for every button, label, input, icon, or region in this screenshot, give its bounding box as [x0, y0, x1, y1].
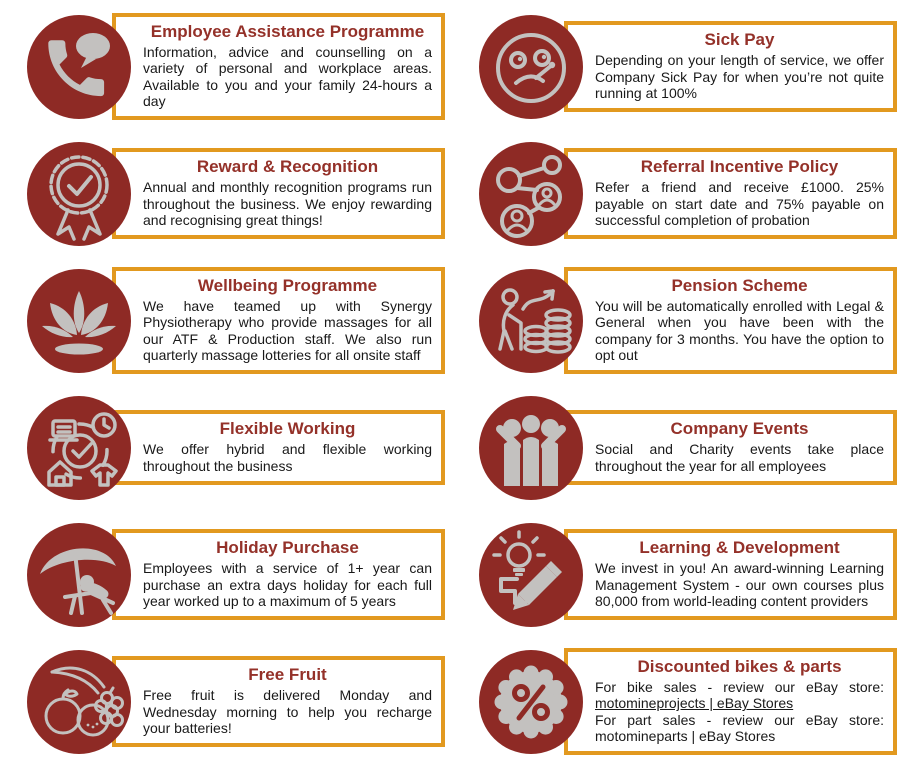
description-line: For bike sales - review our eBay store:	[595, 678, 884, 695]
card-title: Sick Pay	[704, 29, 775, 49]
card-body-box	[564, 410, 897, 485]
card-description: Refer a friend and receive £1000. 25% payable on start date and 75% payable on successful completion of probation	[595, 179, 884, 228]
benefit-card-discounted-bikes	[452, 638, 904, 765]
card-body-box	[112, 13, 445, 121]
card-body-box	[564, 21, 897, 113]
card-body-box	[112, 656, 445, 748]
card-description	[595, 679, 884, 745]
phone-chat-icon	[27, 15, 131, 119]
card-description: Social and Charity events take place throughout the year for all employees	[595, 441, 884, 474]
card-title: Learning & Development	[639, 537, 840, 557]
card-title: Wellbeing Programme	[197, 275, 378, 295]
card-body-box	[564, 648, 897, 756]
card-body-box	[112, 148, 445, 240]
card-title: Free Fruit	[248, 664, 327, 684]
card-description: Depending on your length of service, we offer Company Sick Pay for when you’re not quite running at 100%	[595, 52, 884, 101]
beach-umbrella-icon	[27, 523, 131, 627]
card-body-box	[564, 267, 897, 375]
benefit-card-holiday-purchase	[0, 511, 452, 638]
description-line: For part sales - review our eBay store:	[595, 711, 884, 728]
pension-savings-icon	[479, 269, 583, 373]
card-description: Free fruit is delivered Monday and Wednesday morning to help you recharge your batteries!	[143, 687, 432, 736]
lotus-icon	[27, 269, 131, 373]
hybrid-work-icon	[27, 396, 131, 500]
card-title: Company Events	[670, 418, 809, 438]
card-body-box	[564, 148, 897, 240]
benefit-card-employee-assistance	[0, 3, 452, 130]
referral-network-icon	[479, 142, 583, 246]
card-description: We have teamed up with Synergy Physiotherapy who provide massages for all our ATF & Production staff. We also run quarterly massage lotteries for all onsite staff	[143, 297, 432, 364]
card-description: Employees with a service of 1+ year can purchase an extra days holiday for each full year worked up to a maximum of 5 years	[143, 560, 432, 609]
card-title: Discounted bikes & parts	[637, 656, 842, 676]
percent-badge-icon	[479, 650, 583, 754]
card-title: Employee Assistance Programme	[150, 21, 425, 41]
benefit-card-wellbeing	[0, 257, 452, 384]
ebay-store-link[interactable]: motomineprojects | eBay Stores	[595, 695, 794, 712]
card-description: Annual and monthly recognition programs run throughout the business. We enjoy rewarding and recognising great things!	[143, 179, 432, 228]
ebay-store-text: motomineparts | eBay Stores	[595, 728, 776, 745]
card-title: Holiday Purchase	[216, 537, 359, 557]
benefit-card-flexible-working	[0, 384, 452, 511]
fruit-icon	[27, 650, 131, 754]
card-description: You will be automatically enrolled with Legal & General when you have been with the company for 3 months. You have the option to opt out	[595, 297, 884, 364]
benefit-card-pension	[452, 257, 904, 384]
rosette-check-icon	[27, 142, 131, 246]
card-description: Information, advice and counselling on a variety of personal and workplace areas. Available to you and your family 24-hours a day	[143, 43, 432, 110]
card-title: Referral Incentive Policy	[640, 156, 839, 176]
benefit-card-reward-recognition	[0, 130, 452, 257]
card-body-box	[112, 410, 445, 485]
card-body-box	[564, 529, 897, 621]
benefit-card-learning-development	[452, 511, 904, 638]
sick-face-icon	[479, 15, 583, 119]
card-title: Pension Scheme	[671, 275, 808, 295]
benefit-card-free-fruit	[0, 638, 452, 765]
benefit-card-company-events	[452, 384, 904, 511]
card-body-box	[112, 529, 445, 621]
people-group-icon	[479, 396, 583, 500]
card-description: We invest in you! An award-winning Learning Management System - our own courses plus 80,000 from world-leading content providers	[595, 560, 884, 609]
bulb-pencil-icon	[479, 523, 583, 627]
benefit-card-referral-incentive	[452, 130, 904, 257]
card-description: We offer hybrid and flexible working throughout the business	[143, 441, 432, 474]
card-body-box	[112, 267, 445, 375]
benefit-card-sick-pay	[452, 3, 904, 130]
card-title: Reward & Recognition	[196, 156, 379, 176]
card-title: Flexible Working	[219, 418, 356, 438]
